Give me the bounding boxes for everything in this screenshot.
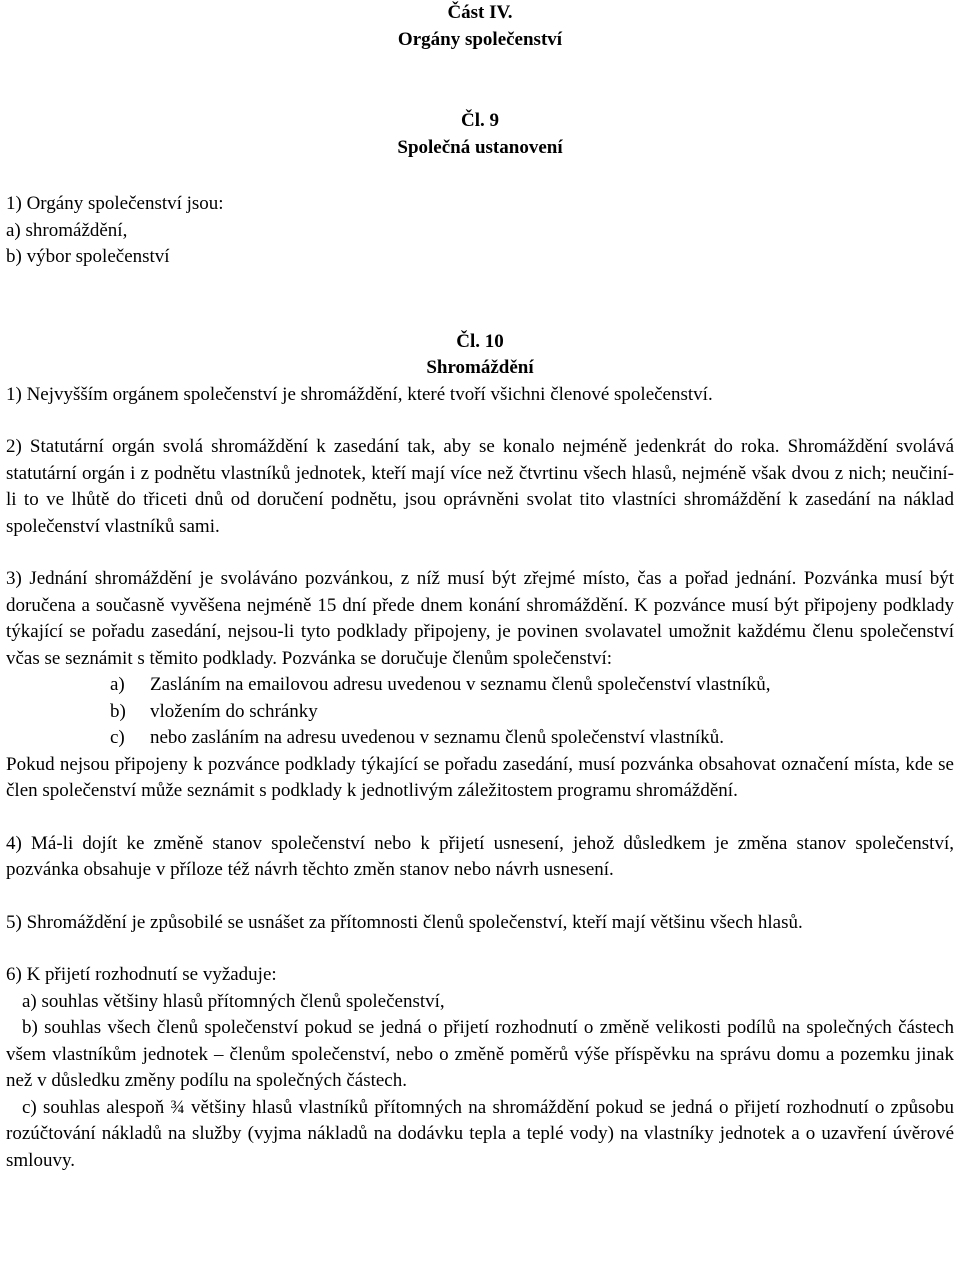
article-9-title: Čl. 9 xyxy=(461,110,499,131)
article-10-paragraph-6: 6) K přijetí rozhodnutí se vyžaduje: xyxy=(6,964,277,985)
article-10-paragraph-4: 4) Má-li dojít ke změně stanov společenství nebo k přijetí usnesení, jehož důsledkem je změna stanov společenství, pozvánka obsahuje v příloze též návrh těchto změn stanov nebo návrh usnesení. xyxy=(6,832,954,880)
article-10-paragraph-3-after: Pokud nejsou připojeny k pozvánce podklady týkající se pořadu zasedání, musí pozvánka obsahovat označení místa, kde se člen společenství může seznámit s podklady k jednotlivým záležitostem programu shromáždění. xyxy=(6,753,954,801)
article-10-paragraph-1: 1) Nejvyšším orgánem společenství je shromáždění, které tvoří všichni členové společenství. xyxy=(6,383,713,405)
article-9-line: a) shromáždění, xyxy=(6,219,128,241)
article-10-paragraph-6a: a) souhlas většiny hlasů přítomných členů společenství, xyxy=(22,990,445,1012)
list-text: Zasláním na emailovou adresu uvedenou v seznamu členů společenství vlastníků, xyxy=(150,674,771,695)
article-10-paragraph-5: 5) Shromáždění je způsobilé se usnášet za přítomnosti členů společenství, kteří mají většinu všech hlasů. xyxy=(6,911,803,933)
list-item xyxy=(110,672,954,699)
article-9-subtitle: Společná ustanovení xyxy=(397,136,563,158)
article-9-line: b) výbor společenství xyxy=(6,246,170,267)
part-subtitle: Orgány společenství xyxy=(397,28,563,50)
article-10-paragraph-6b: b) souhlas všech členů společenství pokud se jedná o přijetí rozhodnutí o změně velikosti podílů na společných částech všem vlastníkům jednotek – členům společenství, nebo o změně poměrů výše příspěvku na správu domu a pozemku jinak než v důsledku změny podílu na společných částech. xyxy=(6,1017,954,1091)
article-10-paragraph-2: 2) Statutární orgán svolá shromáždění k zasedání tak, aby se konalo nejméně jedenkrát do roka. Shromáždění svolává statutární orgán i z podnětu vlastníků jednotek, kteří mají více než čtvrtinu všech hlasů, nejméně však dvou z nich; neučiní-li to ve lhůtě do třiceti dnů od doručení podnětu, jsou oprávněni svolat tito vlastníci shromáždění k zasedání na náklad společenství vlastníků sami. xyxy=(6,436,954,537)
list-item xyxy=(110,699,954,726)
list-marker: c) xyxy=(110,727,125,748)
list-marker: b) xyxy=(110,700,126,722)
article-10-subtitle: Shromáždění xyxy=(426,357,534,378)
article-10-paragraph-3: 3) Jednání shromáždění je svoláváno pozvánkou, z níž musí být zřejmé místo, čas a pořad jednání. Pozvánka musí být doručena a současně vyvěšena nejméně 15 dní přede dnem konání shromáždění. K pozvánce musí být připojeny podklady týkající se pořadu zasedání, nejsou-li tyto podklady připojeny, je povinen svolavatel umožnit každému členu společenství včas se seznámit s těmito podklady. Pozvánka se doručuje členům společenství: xyxy=(6,568,954,669)
article-10-title: Čl. 10 xyxy=(456,330,504,352)
list-marker: a) xyxy=(110,674,125,695)
list-item xyxy=(110,725,954,752)
delivery-methods-list xyxy=(110,672,954,752)
list-text: nebo zasláním na adresu uvedenou v seznamu členů společenství vlastníků. xyxy=(150,727,725,748)
list-text: vložením do schránky xyxy=(150,700,318,722)
part-title: Část IV. xyxy=(447,2,513,23)
article-9-line: 1) Orgány společenství jsou: xyxy=(6,193,224,214)
article-10-paragraph-6c: c) souhlas alespoň ¾ většiny hlasů vlastníků přítomných na shromáždění pokud se jedná o přijetí rozhodnutí o způsobu rozúčtování nákladů na služby (vyjma nákladů na dodávku tepla a teplé vody) na vlastníky jednotek a o uzavření úvěrové smlouvy. xyxy=(6,1096,954,1171)
